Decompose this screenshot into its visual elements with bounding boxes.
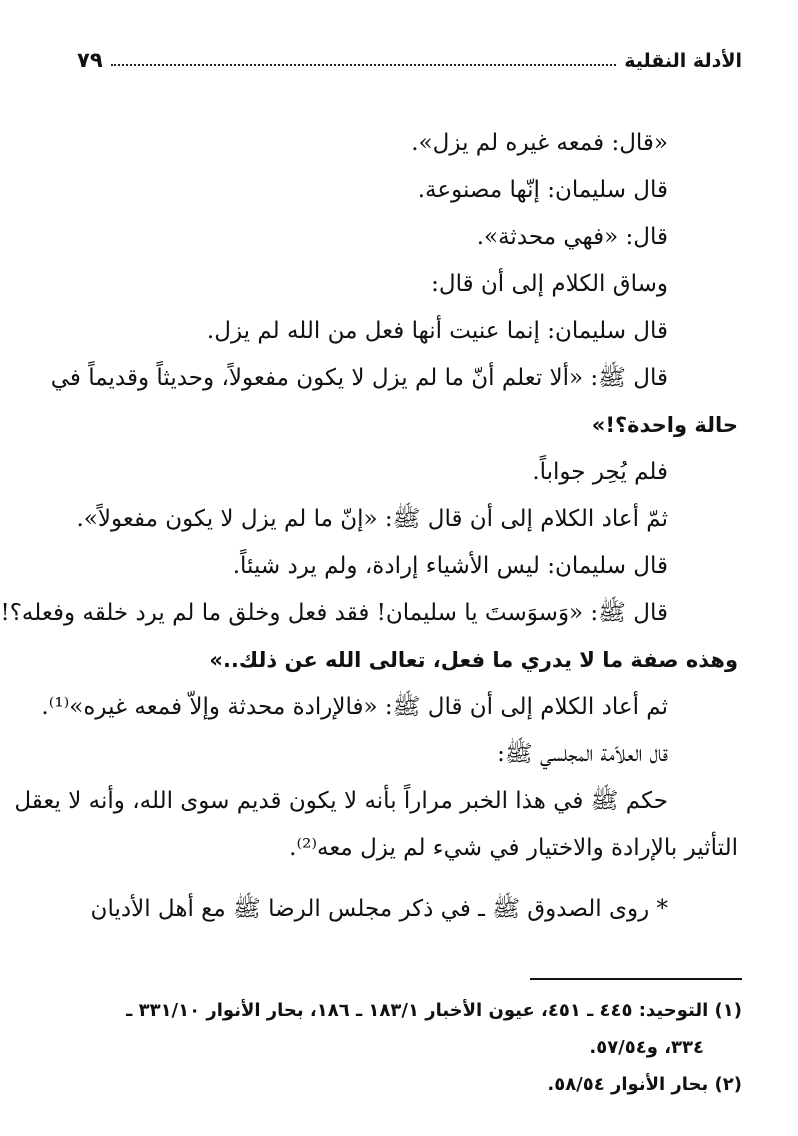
body-line: * روى الصدوق ﷺ ـ في ذكر مجلس الرضا ﷺ مع أهل الأديان — [90, 896, 668, 922]
running-head — [77, 38, 742, 72]
body-line: ثمّ أعاد الكلام إلى أن قال ﷺ: «إنّ ما لم يزل لا يكون مفعولاً». — [76, 506, 668, 532]
body-line: قال سليمان: إنّها مصنوعة. — [417, 177, 668, 203]
footnotes — [75, 992, 742, 1103]
body-line: قال سليمان: إنما عنيت أنها فعل من الله لم يزل. — [206, 318, 668, 344]
footnote-line: ٣٣٤، و٥٧/٥٤. — [589, 1037, 704, 1058]
body-line: حالة واحدة؟!» — [591, 413, 738, 437]
running-title: الأدلة النقلية — [624, 50, 742, 72]
body-line: قال ﷺ: «ألا تعلم أنّ ما لم يزل لا يكون مفعولاً، وحديثاً وقديماً في — [50, 365, 668, 391]
body-line: قال العلاّمة المجلسي ﷺ: — [497, 741, 668, 767]
body-line: وساق الكلام إلى أن قال: — [431, 271, 668, 297]
footnote-line: (١) التوحيد: ٤٤٥ ـ ٤٥١، عيون الأخبار ١٨٣/١ ـ ١٨٦، بحار الأنوار ٣٣١/١٠ ـ — [126, 1000, 742, 1021]
leader-dots — [111, 64, 617, 66]
footnote-line: (٢) بحار الأنوار ٥٨/٥٤. — [547, 1074, 742, 1095]
body-line: التأثير بالإرادة والاختيار في شيء لم يزل معه⁽²⁾. — [289, 835, 738, 861]
body-line: قال: «فهي محدثة». — [476, 224, 668, 250]
page-number: ٧٩ — [77, 48, 103, 72]
body-line: فلم يُحِر جواباً. — [532, 459, 668, 485]
body-line: «قال: فمعه غيره لم يزل». — [411, 130, 668, 156]
body-text — [0, 120, 738, 933]
body-line: حكم ﷺ في هذا الخبر مراراً بأنه لا يكون قديم سوى الله، وأنه لا يعقل — [14, 788, 668, 814]
body-line: قال سليمان: ليس الأشياء إرادة، ولم يرد شيئاً. — [232, 553, 668, 579]
body-line: قال ﷺ: «وَسوَستَ يا سليمان! فقد فعل وخلق ما لم يرد خلقه وفعله؟! — [0, 600, 668, 626]
body-line: وهذه صفة ما لا يدري ما فعل، تعالى الله عن ذلك..» — [209, 648, 738, 672]
footnote-divider — [530, 978, 742, 980]
body-line: ثم أعاد الكلام إلى أن قال ﷺ: «فالإرادة محدثة وإلاّ فمعه غيره»⁽¹⁾. — [41, 694, 668, 720]
